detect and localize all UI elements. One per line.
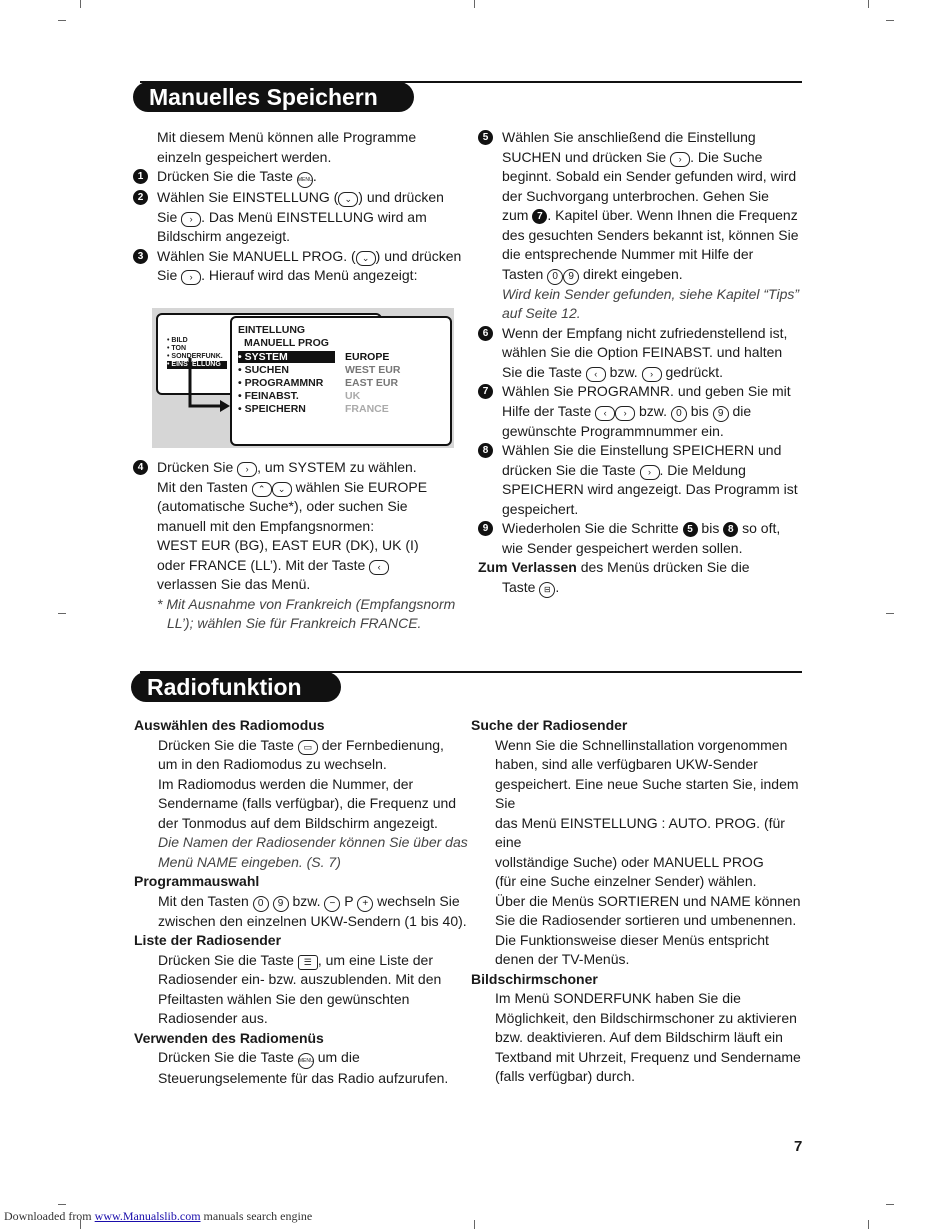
- step-3: 3 Wählen Sie MANUELL PROG. ( ⌄ ) und drücken Sie › . Hierauf wird das Menü angezeigt:: [133, 247, 463, 286]
- menu-key-icon: MENU: [297, 172, 313, 188]
- crop-mark: [868, 1220, 869, 1229]
- menu-item-selected: • EINSTELLUNG: [167, 361, 227, 369]
- footnote: * Mit Ausnahme von Frankreich (Empfangsnorm LL’); wählen Sie für Frankreich FRANCE.: [157, 595, 456, 631]
- exit-instruction: Zum Verlassen des Menüs drücken Sie die Taste ⊟ .: [478, 558, 808, 598]
- paragraph: Drücken Sie die Taste MENU um die Steuerungselemente für das Radio aufzurufen.: [158, 1049, 449, 1086]
- menu-value: EUROPE: [345, 351, 390, 363]
- left-arrow-key-icon: ‹: [369, 560, 389, 575]
- crop-mark: [58, 1204, 66, 1205]
- plus-key-icon: +: [357, 896, 373, 912]
- menu-item: • PROGRAMMNR: [238, 377, 324, 389]
- crop-mark: [58, 20, 66, 21]
- manualslib-link[interactable]: www.Manualslib.com: [94, 1209, 201, 1223]
- step-8: 8 Wählen Sie die Einstellung SPEICHERN und drücken Sie die Taste › . Die Meldung SPEICHERN wird angezeigt. Das Programm ist gespeichert.: [478, 441, 808, 519]
- menu-item-selected: • SYSTEM: [238, 351, 288, 363]
- right-arrow-key-icon: ›: [237, 462, 257, 477]
- subheading: Programmauswahl: [134, 873, 260, 889]
- up-arrow-key-icon: ⌃: [252, 482, 272, 497]
- subheading: Suche der Radiosender: [471, 717, 628, 733]
- step-6: 6 Wenn der Empfang nicht zufriedenstellend ist, wählen Sie die Option FEINABST. und halten Sie die Taste ‹ bzw. › gedrückt.: [478, 324, 808, 383]
- menu-item: • FEINABST.: [238, 390, 299, 402]
- menu-value: WEST EUR: [345, 364, 401, 376]
- menu-value: UK: [345, 390, 361, 402]
- menu-item: • SPEICHERN: [238, 403, 306, 415]
- paragraph: Drücken Sie die Taste ☰ , um eine Liste der Radiosender ein- bzw. auszublenden. Mit den Pfeiltasten wählen Sie den gewünschten Radiosender aus.: [158, 951, 442, 1026]
- digit-9-key-icon: 9: [713, 406, 729, 422]
- note: auf Seite 12.: [502, 305, 581, 321]
- subheading: Verwenden des Radiomenüs: [134, 1029, 324, 1046]
- minus-key-icon: −: [324, 896, 340, 912]
- menu-diagram: [152, 308, 454, 448]
- paragraph: Drücken Sie die Taste ▭ der Fernbedienung, um in den Radiomodus zu wechseln. Im Radiomodus werden die Nummer, der Sendername (falls verfügbar), die Frequenz und der Tonmodus auf dem Bildschirm angezeigt. Die Namen der Radiosender können Sie über das Menü NAME eingeben. (S. 7): [158, 736, 468, 870]
- left-arrow-key-icon: ‹: [595, 406, 615, 421]
- crop-mark: [58, 613, 66, 614]
- right-column-2: [471, 716, 811, 1087]
- right-arrow-key-icon: ›: [670, 152, 690, 167]
- step-2: 2 Wählen Sie EINSTELLUNG ( ⌄ ) und drücken Sie › . Das Menü EINSTELLUNG wird am Bildschirm angezeigt.: [133, 188, 463, 247]
- left-column-1: [133, 128, 463, 286]
- right-arrow-key-icon: ›: [615, 406, 635, 421]
- left-column-2: [134, 716, 474, 1089]
- note: Wird kein Sender gefunden, siehe Kapitel “Tips”: [502, 285, 800, 302]
- subheading: Liste der Radiosender: [134, 932, 282, 948]
- section-title-manuelles-speichern: Manuelles Speichern: [133, 82, 414, 112]
- crop-mark: [886, 20, 894, 21]
- crop-mark: [868, 0, 869, 8]
- right-column-1: [478, 128, 808, 598]
- right-arrow-key-icon: ›: [642, 367, 662, 382]
- left-column-1b: [133, 458, 463, 634]
- paragraph: Im Menü SONDERFUNK haben Sie die Möglichkeit, den Bildschirmschoner zu aktivieren bzw. deaktivieren. Auf dem Bildschirm läuft ein Textband mit Uhrzeit, Frequenz und Sendername (falls verfügbar) durch.: [495, 990, 801, 1084]
- exit-key-icon: ⊟: [539, 582, 555, 598]
- step-5: 5 Wählen Sie anschließend die Einstellung SUCHEN und drücken Sie › . Die Suche beginnt. Sobald ein Sender gefunden wird, wird der Suchvorgang unterbrochen. Gehen Sie zum 7 . Kapitel über. Wenn Ihnen die Frequenz des gesuchten Senders bekannt ist, können Sie die entsprechende Nummer mit Hilfe der Tasten 0 9 direkt eingeben. Wird kein Sender gefunden, siehe Kapitel “Tips” auf Seite 12.: [478, 128, 808, 324]
- step-7: 7 Wählen Sie PROGRAMNR. und geben Sie mit Hilfe der Taste ‹ › bzw. 0 bis 9 die gewünschte Programmnummer ein.: [478, 382, 808, 441]
- intro-text: Mit diesem Menü können alle Programme einzeln gespeichert werden.: [157, 129, 417, 165]
- step-4: 4 Drücken Sie › , um SYSTEM zu wählen. Mit den Tasten ⌃ ⌄ wählen Sie EUROPE (automatische Suche*), oder suchen Sie manuell mit den Empfangsnormen: WEST EUR (BG), EAST EUR (DK), UK (I) oder FRANCE (LL’). Mit der Taste ‹ verlassen Sie das Menü.: [133, 458, 463, 595]
- menu-value: FRANCE: [345, 403, 389, 415]
- paragraph: Mit den Tasten 0 9 bzw. − P + wechseln Sie zwischen den einzelnen UKW-Sendern (1 bis 40).: [158, 892, 467, 929]
- step-number: 1: [133, 169, 148, 184]
- crop-mark: [474, 0, 475, 8]
- radio-key-icon: ▭: [298, 740, 318, 755]
- menu-item: • SONDERFUNK.: [167, 353, 223, 360]
- menu-item: • BILD: [167, 337, 188, 344]
- section-title-radiofunktion: Radiofunktion: [131, 672, 341, 702]
- subheading: Auswählen des Radiomodus: [134, 717, 325, 733]
- menu-key-icon: MENU: [298, 1053, 314, 1069]
- step-9: 9 Wiederholen Sie die Schritte 5 bis 8 so oft, wie Sender gespeichert werden sollen.: [478, 519, 808, 558]
- crop-mark: [80, 0, 81, 8]
- crop-mark: [886, 613, 894, 614]
- digit-0-key-icon: 0: [547, 269, 563, 285]
- right-arrow-key-icon: ›: [181, 270, 201, 285]
- step-1: 1 Drücken Sie die Taste MENU.: [133, 167, 463, 188]
- digit-0-key-icon: 0: [253, 896, 269, 912]
- paragraph: Wenn Sie die Schnellinstallation vorgenommen haben, sind alle verfügbaren UKW-Sender gespeichert. Eine neue Suche starten Sie, indem Sie das Menü EINSTELLUNG : AUTO. PROG. (für eine vollständige Suche) oder MANUELL PROG (für eine Suche einzelner Sender) wählen. Über die Menüs SORTIEREN und NAME können Sie die Radiosender sortieren und umbenennen. Die Funktionsweise dieser Menüs entspricht denen der TV-Menüs.: [495, 736, 801, 967]
- footer: Downloaded from www.Manualslib.com manuals search engine: [4, 1209, 313, 1223]
- list-key-icon: ☰: [298, 955, 318, 970]
- subheading: Bildschirmschoner: [471, 970, 598, 987]
- digit-9-key-icon: 9: [273, 896, 289, 912]
- crop-mark: [886, 1204, 894, 1205]
- down-arrow-key-icon: ⌄: [356, 251, 376, 266]
- menu-item: • TON: [167, 345, 187, 352]
- crop-mark: [474, 1220, 475, 1229]
- digit-0-key-icon: 0: [671, 406, 687, 422]
- left-arrow-key-icon: ‹: [586, 367, 606, 382]
- right-arrow-key-icon: ›: [640, 465, 660, 480]
- menu-subtitle: MANUELL PROG: [244, 337, 329, 349]
- settings-menu-screen: [230, 316, 452, 446]
- menu-item: • SUCHEN: [238, 364, 289, 376]
- menu-title: EINTELLUNG: [238, 324, 306, 336]
- down-arrow-key-icon: ⌄: [338, 192, 358, 207]
- right-arrow-key-icon: ›: [181, 212, 201, 227]
- page-number: 7: [794, 1138, 803, 1155]
- digit-9-key-icon: 9: [563, 269, 579, 285]
- arrow-icon: [182, 358, 232, 414]
- down-arrow-key-icon: ⌄: [272, 482, 292, 497]
- menu-value: EAST EUR: [345, 377, 399, 389]
